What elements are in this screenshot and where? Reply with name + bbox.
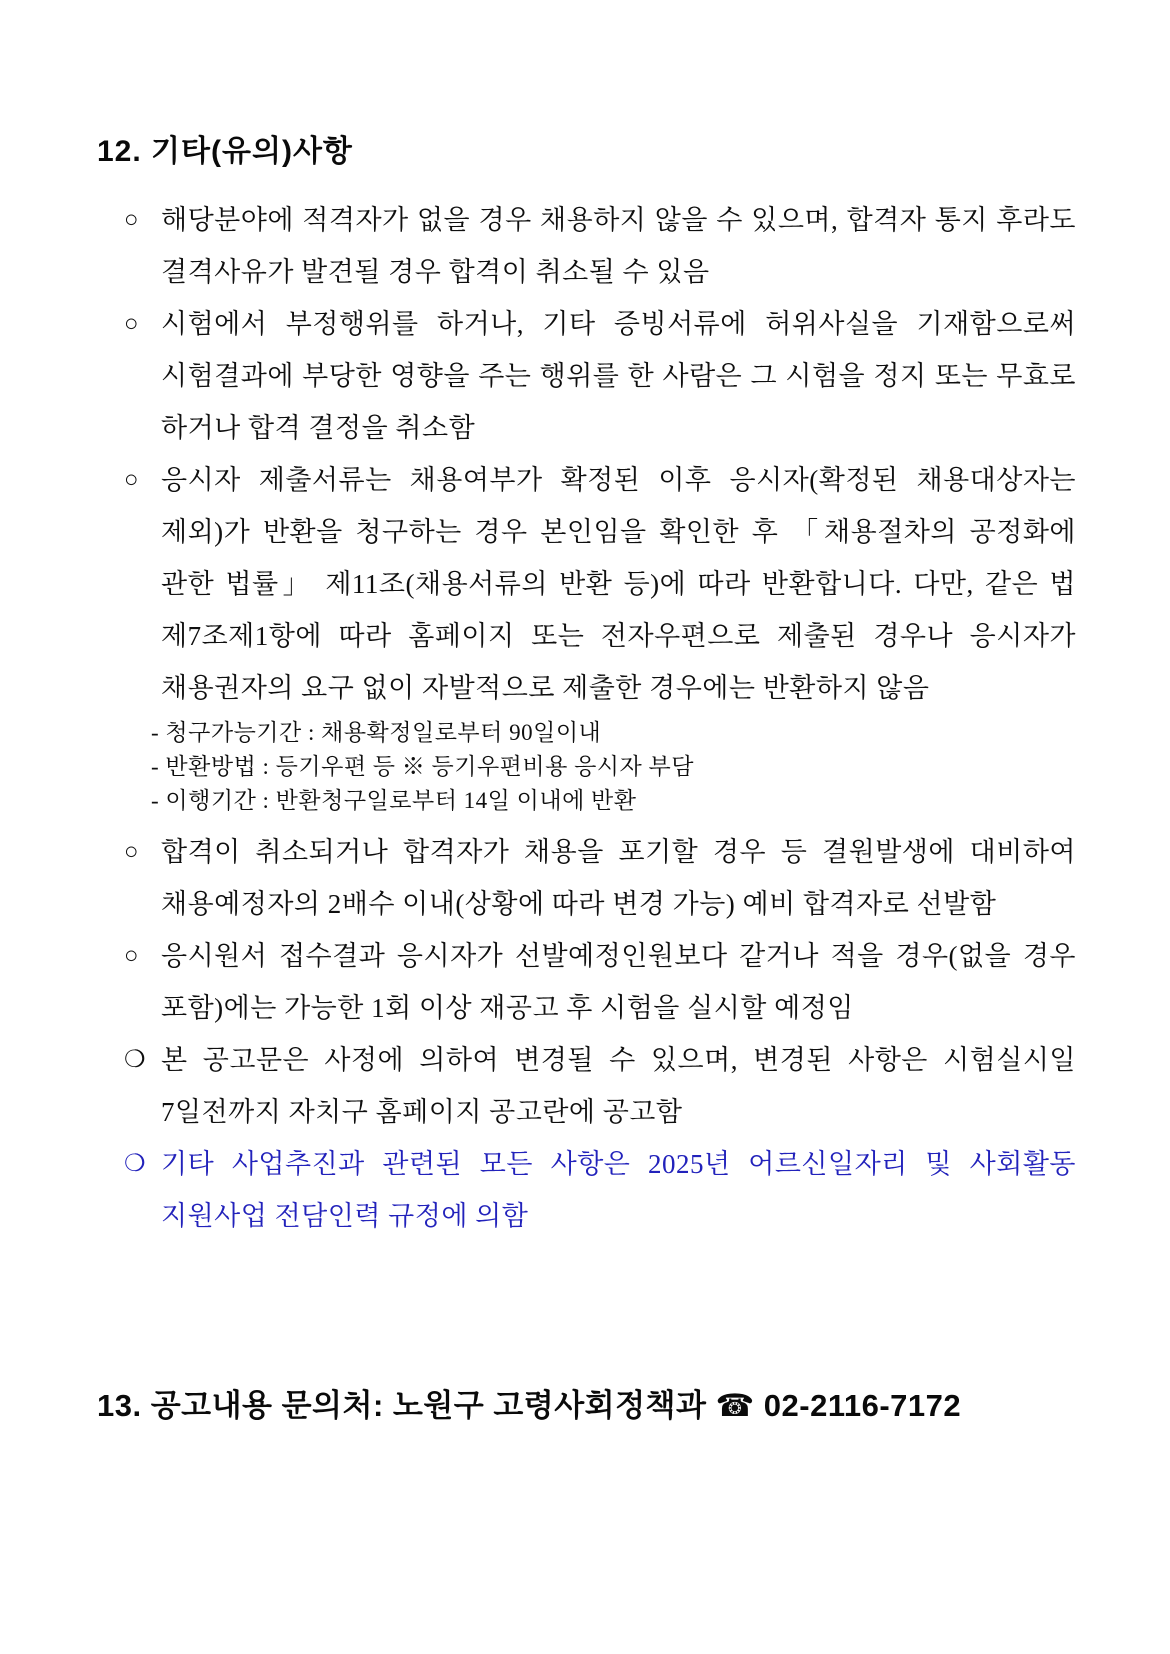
- notice-item-1: [97, 194, 1076, 298]
- notice-item-text-blue: 기타 사업추진과 관련된 모든 사항은 2025년 어르신일자리 및 사회활동 지원사업 전담인력 규정에 의함: [161, 1149, 1076, 1231]
- circle-bullet-icon: ○: [124, 467, 139, 493]
- notice-item-4: [97, 826, 1076, 930]
- notice-item-text: 응시원서 접수결과 응시자가 선발예정인원보다 같거나 적을 경우(없을 경우 포함)에는 가능한 1회 이상 재공고 후 시험을 실시할 예정임: [161, 941, 1076, 1023]
- section-12-heading: 12. 기타(유의)사항: [97, 135, 353, 168]
- notice-item-text: 응시자 제출서류는 채용여부가 확정된 이후 응시자(확정된 채용대상자는 제외)가 반환을 청구하는 경우 본인임을 확인한 후 「채용절차의 공정화에 관한 법률」 제11조(채용서류의 반환 등)에 따라 반환합니다. 다만, 같은 법 제7조제1항에 따라 홈페이지 또는 전자우편으로 제출된 경우나 응시자가 채용권자의 요구 없이 자발적으로 제출한 경우에는 반환하지 않음: [161, 465, 1076, 703]
- notice-item-5: [97, 930, 1076, 1034]
- notice-item-text: 해당분야에 적격자가 없을 경우 채용하지 않을 수 있으며, 합격자 통지 후라도 결격사유가 발견될 경우 합격이 취소될 수 있음: [161, 205, 1076, 287]
- circle-bullet-icon: ○: [124, 839, 139, 865]
- return-detail-method: - 반환방법 : 등기우편 등 ※ 등기우편비용 응시자 부담: [151, 754, 694, 779]
- circle-bullet-icon: ❍: [124, 1151, 146, 1177]
- section-13-contact-line: 13. 공고내용 문의처: 노원구 고령사회정책과 ☎ 02-2116-7172: [97, 1388, 962, 1423]
- circle-bullet-icon: ○: [124, 207, 139, 233]
- return-detail-list: [97, 716, 1076, 818]
- circle-bullet-icon: ❍: [124, 1047, 146, 1073]
- notice-item-text: 본 공고문은 사정에 의하여 변경될 수 있으며, 변경된 사항은 시험실시일 7일전까지 자치구 홈페이지 공고란에 공고함: [161, 1045, 1076, 1127]
- return-detail-deadline: - 이행기간 : 반환청구일로부터 14일 이내에 반환: [151, 788, 637, 813]
- notice-item-7: [97, 1138, 1076, 1242]
- notice-item-3: [97, 454, 1076, 714]
- notice-item-text: 시험에서 부정행위를 하거나, 기타 증빙서류에 허위사실을 기재함으로써 시험결과에 부당한 영향을 주는 행위를 한 사람은 그 시험을 정지 또는 무효로 하거나 합격 결정을 취소함: [161, 309, 1076, 443]
- circle-bullet-icon: ○: [124, 311, 139, 337]
- notice-item-2: [97, 298, 1076, 454]
- notice-item-6: [97, 1034, 1076, 1138]
- circle-bullet-icon: ○: [124, 943, 139, 969]
- return-detail-claim-period: - 청구가능기간 : 채용확정일로부터 90일이내: [151, 720, 602, 745]
- notice-item-text: 합격이 취소되거나 합격자가 채용을 포기할 경우 등 결원발생에 대비하여 채용예정자의 2배수 이내(상황에 따라 변경 가능) 예비 합격자로 선발함: [161, 837, 1076, 919]
